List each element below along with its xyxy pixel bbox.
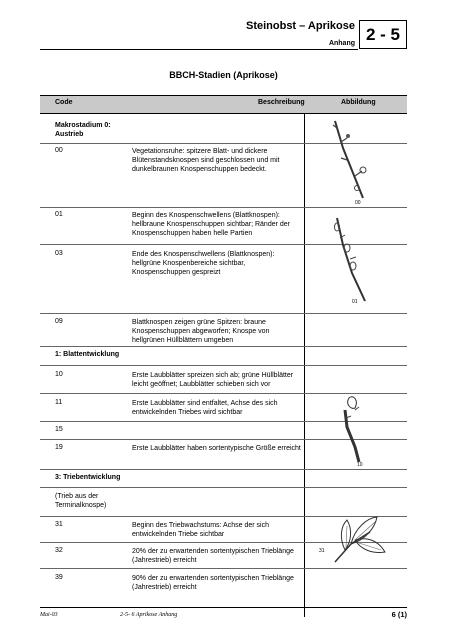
row-code: 31 [55,521,63,528]
row-code: 00 [55,147,63,154]
macro-stage-1: 1: Blattentwicklung [55,351,120,358]
row-description: Erste Laubblätter sind entfaltet, Achse des sich entwickelnden Triebes wird sichtbar [132,400,278,416]
column-header-description: Beschreibung [258,99,305,106]
row-code: 09 [55,318,63,325]
row-separator [40,365,407,366]
page-title: BBCH-Stadien (Aprikose) [169,70,278,80]
row-separator [40,568,407,569]
row-description: 20% der zu erwartenden sortentypischen Trieblänge (Jahrestrieb) erreicht [132,548,294,564]
header-rule [40,49,358,50]
row-description: Beginn des Triebwachstums: Achse der sich entwickelnden Triebe sichtbar [132,522,269,538]
macro-stage-0: Makrostadium 0: Austrieb [55,122,111,138]
figure-label: 00 [355,200,361,206]
row-separator [40,313,407,314]
row-code: 11 [55,399,63,406]
row-code: 15 [55,426,63,433]
row-code: 19 [55,444,63,451]
branch-drawing-bud-swell [325,215,380,307]
row-separator [40,469,407,470]
section-badge: 2 - 5 [359,20,407,49]
figure-label: 31 [319,548,325,554]
row-description: 90% der zu erwartenden sortentypischen Trieblänge (Jahrestrieb) erreicht [132,575,294,591]
figure-label: 10 [357,462,363,467]
header-title: Steinobst – Aprikose [245,20,355,32]
row-description: Erste Laubblätter haben sortentypische Größe erreicht [132,445,301,452]
row-code: 10 [55,371,63,378]
branch-drawing-dormant [325,118,380,208]
macro-stage-3-note: (Trieb aus der Terminalknospe) [55,493,107,509]
macro-stage-3: 3: Triebentwicklung [55,474,121,481]
row-separator [40,487,407,488]
row-description: Vegetationsruhe: spitzere Blatt- und dickere Blütenstandsknospen sind geschlossen und mit dunkelbraunen Knospenschuppen bedeckt. [132,148,280,173]
column-header-code: Code [55,99,73,106]
figure-label: 01 [352,299,358,305]
footer-date: Mai-03 [40,612,58,618]
header-subtitle: Anhang [328,40,355,47]
row-code: 03 [55,250,63,257]
row-description: Erste Laubblätter spreizen sich ab; grüne Hüllblätter leicht geöffnet; Laubblätter schieben sich vor [132,372,294,388]
row-separator [40,346,407,347]
row-code: 39 [55,574,63,581]
row-code: 32 [55,547,63,554]
row-description: Ende des Knospenschwellens (Blattknospen): hellgrüne Knospenbereiche sichtbar, Knospenschuppen gespreizt [132,251,275,276]
row-code: 01 [55,211,63,218]
row-description: Beginn des Knospenschwellens (Blattknospen): hellbraune Knospenschuppen sichtbar; Ränder der Knospenschuppen haben helle Partien [132,212,290,237]
row-description: Blattknospen zeigen grüne Spitzen: braune Knospenschuppen abgeworfen; Knospe von hellgrünen Hüllblättern umgeben [132,319,270,344]
shoot-drawing-leaves [315,512,395,567]
footer-rule [40,607,407,608]
footer-document: 2-5- 6 Aprikose Anhang [120,612,178,618]
branch-drawing-leaf-emergence [325,392,385,467]
column-header-figure: Abbildung [341,99,376,106]
footer-page-number: 6 (1) [391,610,407,619]
table-header [40,95,407,114]
